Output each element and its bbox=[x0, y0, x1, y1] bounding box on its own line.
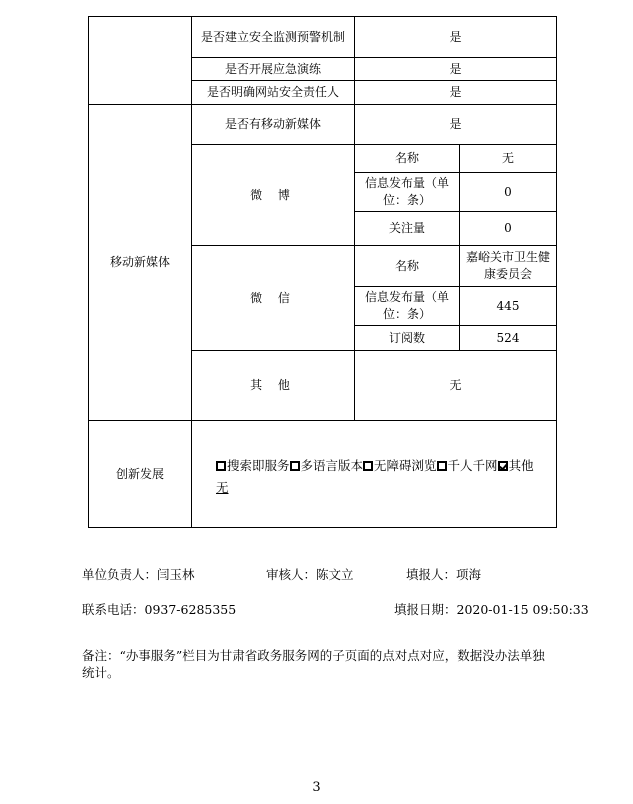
innovation-other-text: 无 bbox=[216, 480, 229, 495]
reviewer: 审核人：陈文立 bbox=[266, 567, 354, 582]
checkbox-other[interactable] bbox=[498, 461, 508, 471]
weibo-name-label: 名称 bbox=[354, 144, 460, 173]
has-media-label: 是否有移动新媒体 bbox=[191, 104, 355, 145]
mobile-media-section-label: 移动新媒体 bbox=[88, 104, 192, 421]
reporter: 填报人：项海 bbox=[406, 567, 482, 582]
checkbox-multilingual[interactable] bbox=[290, 461, 300, 471]
option-label: 千人千网 bbox=[447, 458, 498, 473]
wechat-name-value: 嘉峪关市卫生健康委员会 bbox=[459, 245, 557, 287]
checkbox-personalized[interactable] bbox=[437, 461, 447, 471]
contact-phone: 联系电话：0937-6285355 bbox=[82, 602, 237, 617]
checkbox-accessibility[interactable] bbox=[363, 461, 373, 471]
innovation-content-cell bbox=[191, 420, 557, 528]
option-label: 其他 bbox=[508, 458, 534, 473]
innovation-section-label: 创新发展 bbox=[88, 420, 192, 528]
other-media-label: 其 他 bbox=[191, 350, 355, 421]
drill-label: 是否开展应急演练 bbox=[191, 57, 355, 81]
safety-section-cell bbox=[88, 16, 192, 105]
page-number: 3 bbox=[312, 780, 321, 795]
wechat-label: 微 信 bbox=[191, 245, 355, 351]
monitoring-label: 是否建立安全监测预警机制 bbox=[191, 16, 355, 58]
innovation-options bbox=[216, 458, 534, 474]
responsible-label: 是否明确网站安全责任人 bbox=[191, 80, 355, 105]
checkbox-search-service[interactable] bbox=[216, 461, 226, 471]
report-date: 填报日期：2020-01-15 09:50:33 bbox=[394, 602, 589, 617]
weibo-posts-label: 信息发布量（单位：条） bbox=[354, 172, 460, 212]
option-label: 多语言版本 bbox=[300, 458, 364, 473]
drill-value: 是 bbox=[354, 57, 557, 81]
weibo-followers-value: 0 bbox=[459, 211, 557, 246]
weibo-posts-value: 0 bbox=[459, 172, 557, 212]
unit-head: 单位负责人：闫玉林 bbox=[82, 567, 195, 582]
wechat-subscribers-value: 524 bbox=[459, 325, 557, 351]
option-label: 搜索即服务 bbox=[227, 458, 290, 473]
monitoring-value: 是 bbox=[354, 16, 557, 58]
option-label: 无障碍浏览 bbox=[374, 458, 437, 473]
has-media-value: 是 bbox=[354, 104, 557, 145]
responsible-value: 是 bbox=[354, 80, 557, 105]
wechat-posts-label: 信息发布量（单位：条） bbox=[354, 286, 460, 326]
other-media-value: 无 bbox=[354, 350, 557, 421]
weibo-followers-label: 关注量 bbox=[354, 211, 460, 246]
weibo-name-value: 无 bbox=[459, 144, 557, 173]
weibo-label: 微 博 bbox=[191, 144, 355, 246]
wechat-name-label: 名称 bbox=[354, 245, 460, 287]
wechat-subscribers-label: 订阅数 bbox=[354, 325, 460, 351]
wechat-posts-value: 445 bbox=[459, 286, 557, 326]
remark-note: 备注：“办事服务”栏目为甘肃省政务服务网的子页面的点对点对应，数据没办法单独统计。 bbox=[82, 648, 545, 680]
